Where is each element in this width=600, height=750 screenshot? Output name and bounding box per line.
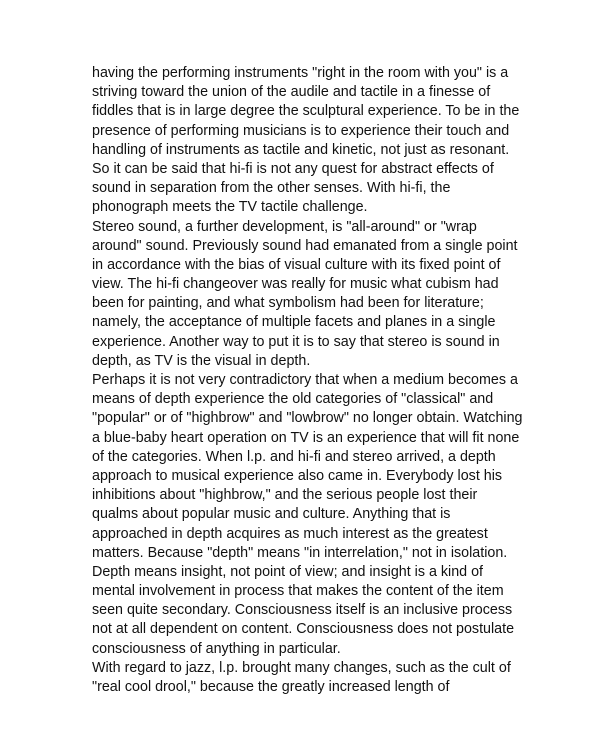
text-line: view. The hi-fi changeover was really for music what cubism had (92, 276, 499, 293)
text-line: of the categories. When l.p. and hi-fi and stereo arrived, a depth (92, 448, 496, 465)
text-line: consciousness of anything in particular. (92, 640, 341, 657)
text-line: Perhaps it is not very contradictory that when a medium becomes a (92, 372, 518, 388)
text-line: approach to musical experience also came in. Everybody lost his (92, 467, 503, 484)
text-line: qualms about popular music and culture. Anything that is (92, 506, 451, 523)
text-line: around" sound. Previously sound had emanated from a single point (92, 237, 518, 254)
text-line: "popular" or of "highbrow" and "lowbrow" no longer obtain. Watching (92, 410, 523, 427)
text-line: in accordance with the bias of visual culture with its fixed point of (92, 256, 501, 273)
text-line: So it can be said that hi-fi is not any quest for abstract effects of (92, 160, 494, 177)
text-line: "real cool drool," because the greatly increased length of (92, 679, 450, 695)
text-line: handling of instruments as tactile and kinetic, not just as resonant. (92, 141, 510, 158)
text-line: seen quite secondary. Consciousness itself is an inclusive process (92, 602, 513, 619)
text-line: striving toward the union of the audile and tactile in a finesse of (92, 84, 491, 101)
body-text (92, 64, 532, 697)
text-line: means of depth experience the old categories of "classical" and (92, 391, 494, 408)
text-line: been for painting, and what symbolism had been for literature; (92, 295, 484, 312)
text-line: experience. Another way to put it is to say that stereo is sound in (92, 333, 500, 350)
text-line: phonograph meets the TV tactile challenge. (92, 199, 368, 216)
text-line: With regard to jazz, l.p. brought many changes, such as the cult of (92, 659, 511, 676)
text-line: Depth means insight, not point of view; and insight is a kind of (92, 563, 484, 580)
text-line: Stereo sound, a further development, is "all-around" or "wrap (92, 218, 477, 235)
text-line: fiddles that is in large degree the sculptural experience. To be in the (92, 103, 520, 120)
text-line: namely, the acceptance of multiple facets and planes in a single (92, 314, 496, 331)
text-line: not at all dependent on content. Consciousness does not postulate (92, 621, 515, 638)
text-line: presence of performing musicians is to experience their touch and (92, 122, 510, 139)
text-line: approached in depth acquires as much interest as the greatest (92, 525, 488, 542)
text-line: having the performing instruments "right in the room with you" is a (92, 65, 509, 81)
text-line: depth, as TV is the visual in depth. (92, 352, 311, 369)
text-line: matters. Because "depth" means "in interrelation," not in isolation. (92, 544, 508, 561)
text-line: a blue-baby heart operation on TV is an experience that will fit none (92, 429, 520, 446)
text-line: inhibitions about "highbrow," and the serious people lost their (92, 487, 478, 504)
text-line: sound in separation from the other senses. With hi-fi, the (92, 180, 451, 197)
text-line: mental involvement in process that makes the content of the item (92, 583, 504, 600)
